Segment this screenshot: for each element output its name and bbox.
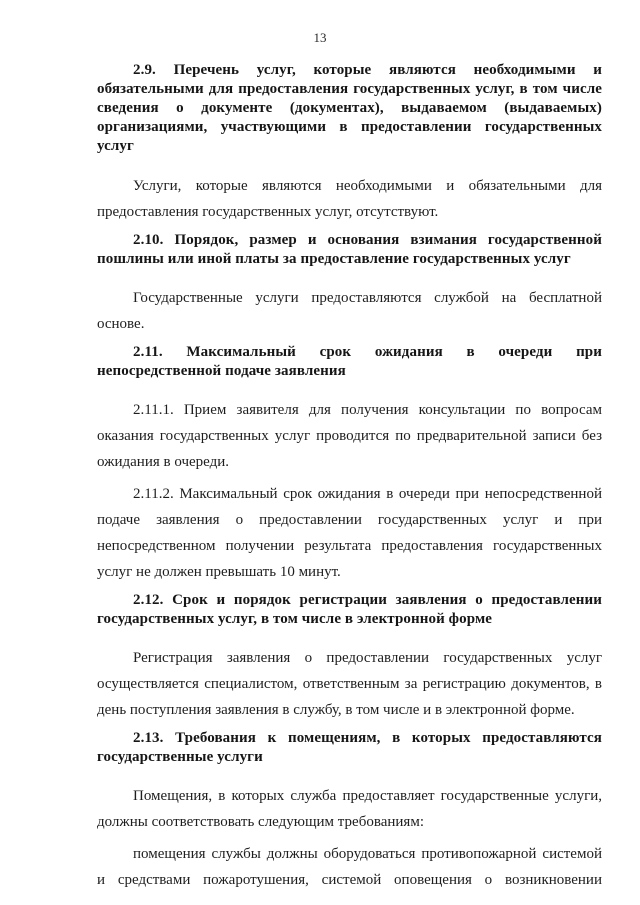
section-paragraph: 2.11.2. Максимальный срок ожидания в очереди при непосредственной подаче заявления о предоставлении государственных услуг и при непосредственном получении результата предоставления государственных услуг не должен превышать 10 минут. (97, 486, 602, 580)
section-paragraph: помещения службы должны оборудоваться противопожарной системой и средствами пожаротушения, системой оповещения о возникновении (97, 846, 602, 888)
section-heading-2-12: 2.12. Срок и порядок регистрации заявления о предоставлении государственных услуг, в том числе в электронной форме (97, 592, 602, 627)
section-heading-2-10: 2.10. Порядок, размер и основания взимания государственной пошлины или иной платы за предоставление государственных услуг (97, 232, 602, 267)
section-paragraph: Услуги, которые являются необходимыми и обязательными для предоставления государственных услуг, отсутствуют. (97, 178, 602, 220)
section-heading-2-9: 2.9. Перечень услуг, которые являются необходимыми и обязательными для предоставления государственных услуг, в том числе сведения о документе (документах), выдаваемом (выдаваемых) организациями, участвующими в предоставлении государственных услуг (97, 62, 602, 154)
section-paragraph: 2.11.1. Прием заявителя для получения консультации по вопросам оказания государственных услуг проводится по предварительной записи без ожидания в очереди. (97, 402, 602, 470)
section-heading-2-11: 2.11. Максимальный срок ожидания в очереди при непосредственной подаче заявления (97, 344, 602, 379)
document-body (97, 61, 602, 893)
section-paragraph: Регистрация заявления о предоставлении государственных услуг осуществляется специалистом, ответственным за регистрацию документов, в день поступления заявления в службу, в том числе и в электронной форме. (97, 650, 602, 718)
section-heading-2-13: 2.13. Требования к помещениям, в которых предоставляются государственные услуги (97, 730, 602, 765)
page-number: 13 (313, 30, 327, 45)
section-paragraph: Государственные услуги предоставляются службой на бесплатной основе. (97, 290, 602, 332)
section-paragraph: Помещения, в которых служба предоставляет государственные услуги, должны соответствовать следующим требованиям: (97, 788, 602, 830)
